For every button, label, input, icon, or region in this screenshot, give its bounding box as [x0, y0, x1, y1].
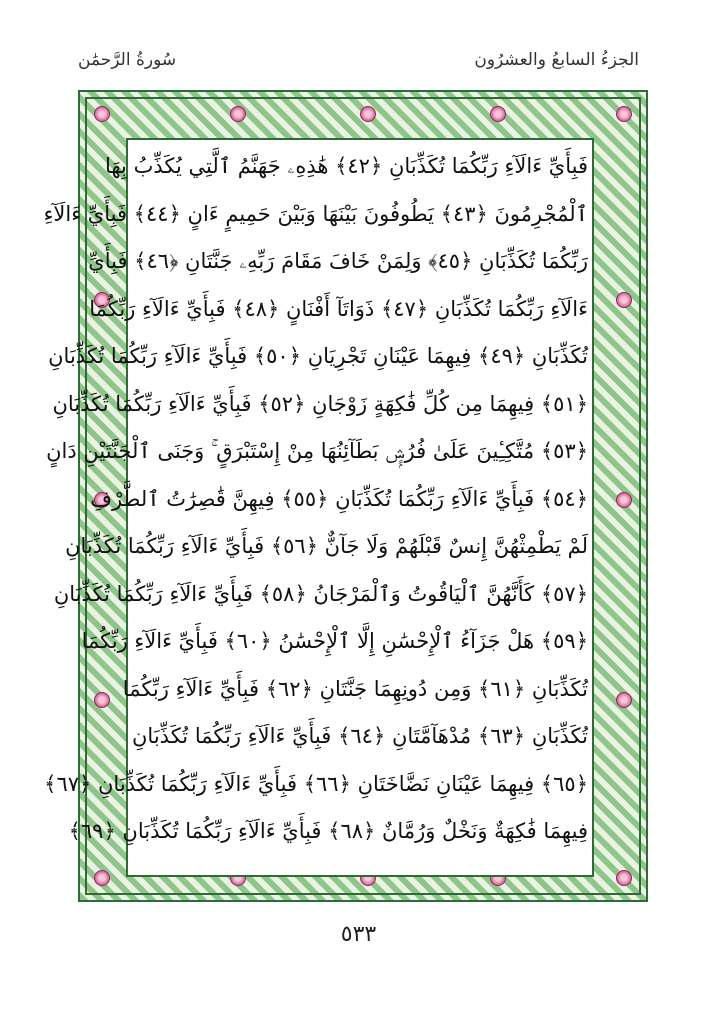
- text-line: ﴿٦٥﴾ فِيهِمَا عَيْنَانِ نَضَّاخَتَانِ ﴿٦٦﴾ فَبِأَيِّ ءَالَآءِ رَبِّكُمَا تُكَذِّبَانِ ﴿٦٧﴾: [44, 771, 588, 796]
- flower-ornament-icon: [616, 106, 632, 122]
- juz-title: الجزءُ السابعُ والعشرُون: [474, 50, 639, 70]
- page-number: ٥٣٣: [340, 922, 377, 947]
- flower-ornament-icon: [616, 870, 632, 886]
- text-line: تُكَذِّبَانِ ﴿٦٣﴾ مُدْهَآمَّتَانِ ﴿٦٤﴾ فَبِأَيِّ ءَالَآءِ رَبِّكُمَا تُكَذِّبَانِ: [132, 724, 588, 748]
- text-line: ﴿٥٧﴾ كَأَنَّهُنَّ ٱلْيَاقُوتُ وَٱلْمَرْجَانُ ﴿٥٨﴾ فَبِأَيِّ ءَالَآءِ رَبِّكُمَا تُكَذِّبَانِ: [53, 581, 588, 606]
- text-line: ﴿٥٤﴾ فَبِأَيِّ ءَالَآءِ رَبِّكُمَا تُكَذِّبَانِ ﴿٥٥﴾ فِيهِنَّ قَٰصِرَٰتُ ٱلطَّرْفِ: [90, 486, 588, 511]
- text-line: لَمْ يَطْمِثْهُنَّ إِنسٌ قَبْلَهُمْ وَلَا جَآنٌّ ﴿٥٦﴾ فَبِأَيِّ ءَالَآءِ رَبِّكُمَا تُكَذِّبَانِ: [65, 534, 588, 558]
- text-line: ﴿٥٩﴾ هَلْ جَزَآءُ ٱلْإِحْسَٰنِ إِلَّا ٱلْإِحْسَٰنُ ﴿٦٠﴾ فَبِأَيِّ ءَالَآءِ رَبِّكُمَا: [81, 629, 588, 653]
- quran-text: [43, 143, 588, 856]
- flower-ornament-icon: [94, 106, 110, 122]
- flower-ornament-icon: [360, 106, 376, 122]
- flower-ornament-icon: [616, 692, 632, 708]
- flower-ornament-icon: [230, 106, 246, 122]
- flower-ornament-icon: [616, 292, 632, 308]
- surah-title: سُورةُ الرَّحمَٰن: [78, 50, 177, 70]
- text-line: فَبِأَيِّ ءَالَآءِ رَبِّكُمَا تُكَذِّبَانِ ﴿٤٢﴾ هَٰذِهِۦ جَهَنَّمُ ٱلَّتِي يُكَذِّبُ بِهَا: [104, 154, 588, 178]
- text-line: تُكَذِّبَانِ ﴿٤٩﴾ فِيهِمَا عَيْنَانِ تَجْرِيَانِ ﴿٥٠﴾ فَبِأَيِّ ءَالَآءِ رَبِّكُمَا تُكَذِّبَانِ: [48, 344, 588, 368]
- page-header: [78, 50, 639, 84]
- text-line: ﴿٥١﴾ فِيهِمَا مِن كُلِّ فَٰكِهَةٍ زَوْجَانِ ﴿٥٢﴾ فَبِأَيِّ ءَالَآءِ رَبِّكُمَا تُكَذِّبَانِ: [52, 391, 588, 416]
- text-line: ٱلْمُجْرِمُونَ ﴿٤٣﴾ يَطُوفُونَ بَيْنَهَا وَبَيْنَ حَمِيمٍ ءَانٍ ﴿٤٤﴾ فَبِأَيِّ ءَالَآءِ: [43, 201, 588, 226]
- text-line: ﴿٥٣﴾ مُتَّكِـِٔينَ عَلَىٰ فُرُشٍۭ بَطَآئِنُهَا مِنْ إِسْتَبْرَقٍ ۚ وَجَنَى ٱلْجَنَّتَيْنِ دَانٍ: [46, 439, 588, 463]
- text-line: فِيهِمَا فَٰكِهَةٌ وَنَخْلٌ وَرُمَّانٌ ﴿٦٨﴾ فَبِأَيِّ ءَالَآءِ رَبِّكُمَا تُكَذِّبَانِ ﴿٦٩﴾: [68, 819, 588, 843]
- text-line: ءَالَآءِ رَبِّكُمَا تُكَذِّبَانِ ﴿٤٧﴾ ذَوَاتَآ أَفْنَانٍ ﴿٤٨﴾ فَبِأَيِّ ءَالَآءِ رَبِّكُمَا: [89, 296, 588, 321]
- flower-ornament-icon: [490, 106, 506, 122]
- text-line: رَبِّكُمَا تُكَذِّبَانِ ﴿٤٥﴾ وَلِمَنْ خَافَ مَقَامَ رَبِّهِۦ جَنَّتَانِ ﴿٤٦﴾ فَبِأَيِّ: [88, 249, 588, 273]
- flower-ornament-icon: [616, 492, 632, 508]
- flower-ornament-icon: [94, 870, 110, 886]
- text-line: تُكَذِّبَانِ ﴿٦١﴾ وَمِن دُونِهِمَا جَنَّتَانِ ﴿٦٢﴾ فَبِأَيِّ ءَالَآءِ رَبِّكُمَا: [122, 676, 588, 701]
- flower-ornament-icon: [94, 692, 110, 708]
